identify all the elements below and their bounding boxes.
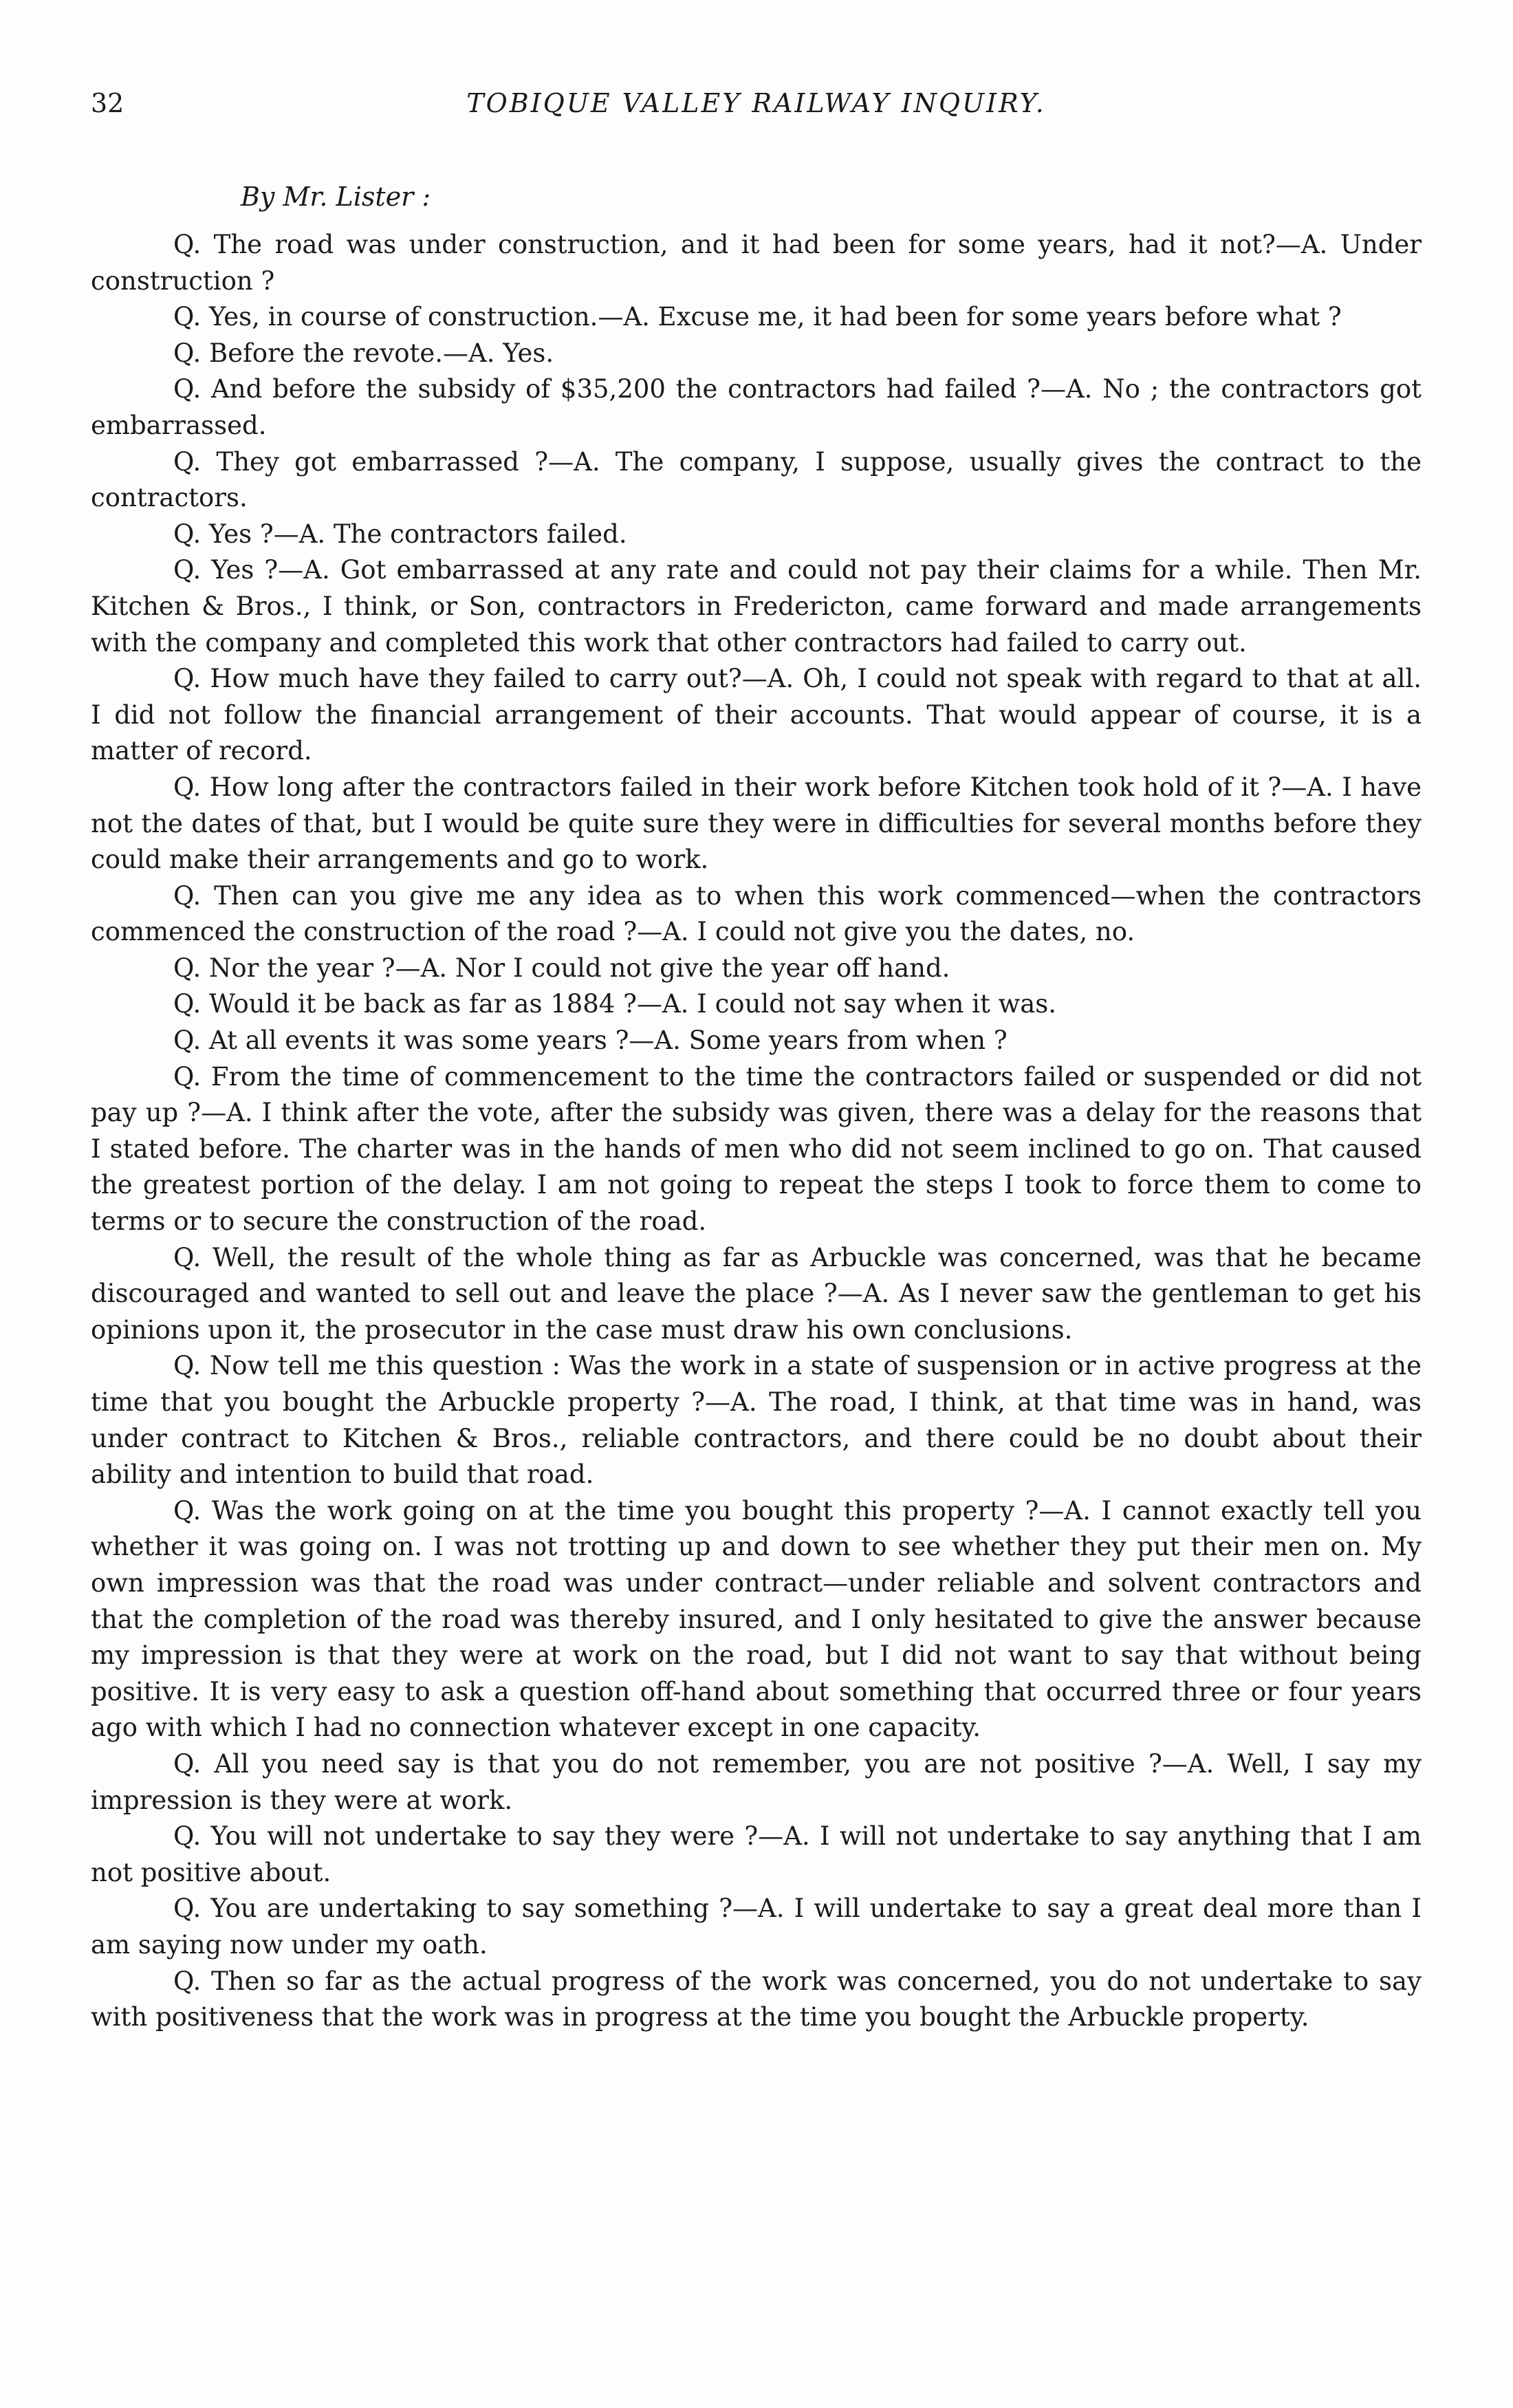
paragraph: Q. Would it be back as far as 1884 ?—A. I could not say when it was. [173,989,1057,1019]
running-title: TOBIQUE VALLEY RAILWAY INQUIRY. [466,88,1046,118]
paragraph: Q. You will not undertake to say they were ?—A. I will not undertake to say anything that I am not positive about. [91,1821,1422,1887]
paragraph: Q. Well, the result of the whole thing as far as Arbuckle was concerned, was that he became discouraged and wanted to sell out and leave the place ?—A. As I never saw the gentleman to get his opinions upon it, the prosecutor in the case must draw his own conclusions. [91,1242,1422,1345]
paragraph: Q. All you need say is that you do not remember, you are not positive ?—A. Well, I say my impression is they were at work. [91,1748,1422,1815]
paragraph: Q. How long after the contractors failed in their work before Kitchen took hold of it ?—A. I have not the dates of that, but I would be quite sure they were in difficulties for several months before they could make their arrangements and go to work. [91,772,1422,875]
paragraph: Q. Nor the year ?—A. Nor I could not give the year off hand. [173,953,950,983]
paragraph: Q. Yes, in course of construction.—A. Excuse me, it had been for some years before what ? [173,302,1342,332]
paragraph: Q. They got embarrassed ?—A. The company, I suppose, usually gives the contract to the contractors. [91,446,1422,513]
paragraph: Q. Before the revote.—A. Yes. [173,338,554,368]
paragraph: Q. How much have they failed to carry out?—A. Oh, I could not speak with regard to that at all. I did not follow the financial arrangement of their accounts. That would appear of course, it is a matter of record. [91,664,1422,766]
paragraph: Q. The road was under construction, and it had been for some years, had it not?—A. Under construction ? [91,230,1422,296]
examiner-byline: By Mr. Lister : [241,182,431,212]
paragraph: Q. Was the work going on at the time you bought this property ?—A. I cannot exactly tell you whether it was going on. I was not trotting up and down to see whether they put their men on. My own impression was that the road was under contract—under reliable and solvent contractors and that the completion of the road was thereby insured, and I only hesitated to give the answer because my impression is that they were at work on the road, but I did not want to say that without being positive. It is very easy to ask a question off-hand about something that occurred three or four years ago with which I had no connection whatever except in one capacity. [91,1495,1422,1743]
paragraph: Q. Then can you give me any idea as to when this work commenced—when the contractors commenced the construction of the road ?—A. I could not give you the dates, no. [91,880,1422,947]
paragraph: Q. From the time of commencement to the time the contractors failed or suspended or did not pay up ?—A. I think after the vote, after the subsidy was given, there was a delay for the reasons that I stated before. The charter was in the hands of men who did not seem inclined to go on. That caused the greatest portion of the delay. I am not going to repeat the steps I took to force them to come to terms or to secure the construction of the road. [91,1061,1422,1237]
paragraph: Q. And before the subsidy of $35,200 the contractors had failed ?—A. No ; the contractors got embarrassed. [91,374,1422,440]
paragraph: Q. Now tell me this question : Was the work in a state of suspension or in active progress at the time that you bought the Arbuckle property ?—A. The road, I think, at that time was in hand, was under contract to Kitchen & Bros., reliable contractors, and there could be no doubt about their ability and intention to build that road. [91,1351,1422,1490]
paragraph: Q. Yes ?—A. The contractors failed. [173,519,627,549]
running-head [91,83,1422,124]
paragraph: Q. Then so far as the actual progress of the work was concerned, you do not undertake to say with positiveness that the work was in progress at the time you bought the Arbuckle property. [91,1966,1422,2032]
paragraph: Q. Yes ?—A. Got embarrassed at any rate and could not pay their claims for a while. Then Mr. Kitchen & Bros., I think, or Son, contractors in Fredericton, came forward and made arrangements with the company and completed this work that other contractors had failed to carry out. [91,555,1422,658]
page-number: 32 [91,88,124,118]
testimony-body [91,227,1422,2036]
paragraph: Q. You are undertaking to say something ?—A. I will undertake to say a great deal more than I am saying now under my oath. [91,1894,1422,1960]
paragraph: Q. At all events it was some years ?—A. Some years from when ? [173,1026,1008,1056]
